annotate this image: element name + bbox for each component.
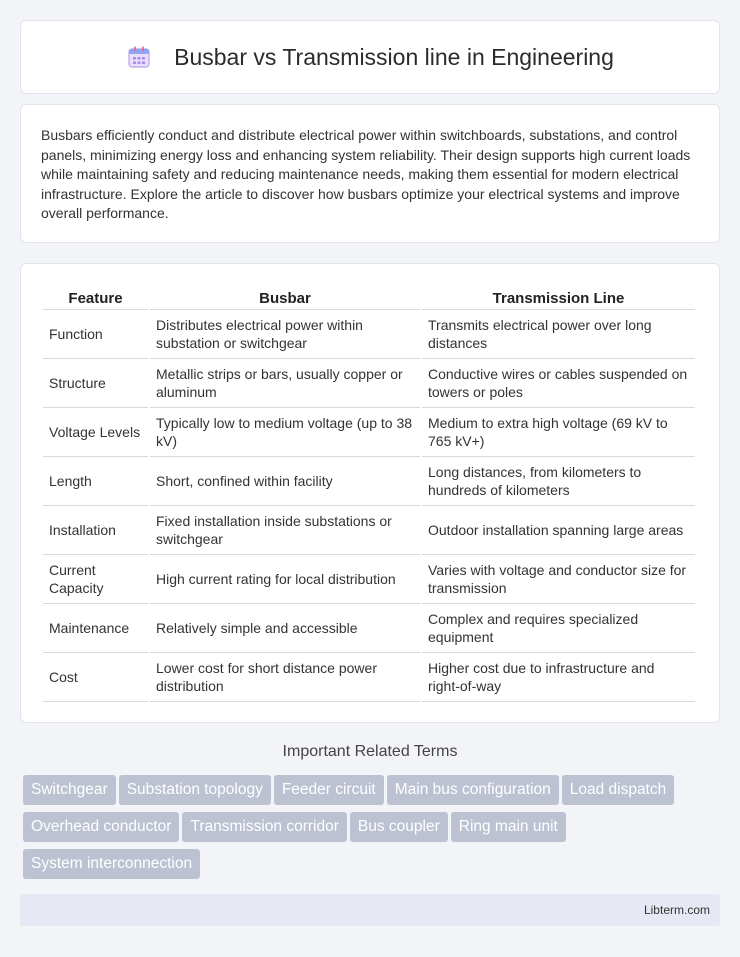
cell-transmission-line: Higher cost due to infrastructure and right-of-way (422, 653, 695, 702)
cell-transmission-line: Complex and requires specialized equipment (422, 604, 695, 653)
table-row (43, 555, 695, 604)
header-busbar: Busbar (150, 284, 420, 310)
cell-feature: Current Capacity (43, 555, 148, 604)
cell-busbar: Short, confined within facility (150, 457, 420, 506)
cell-busbar: Distributes electrical power within substation or switchgear (150, 310, 420, 359)
table-row (43, 457, 695, 506)
cell-feature: Voltage Levels (43, 408, 148, 457)
cell-busbar: Relatively simple and accessible (150, 604, 420, 653)
cell-busbar: High current rating for local distribution (150, 555, 420, 604)
page-title: Busbar vs Transmission line in Engineering (174, 43, 614, 70)
cell-feature: Length (43, 457, 148, 506)
term-tag[interactable]: Overhead conductor (23, 812, 179, 842)
cell-feature: Installation (43, 506, 148, 555)
term-tag[interactable]: Bus coupler (350, 812, 448, 842)
footer (20, 894, 720, 926)
cell-transmission-line: Transmits electrical power over long distances (422, 310, 695, 359)
header-transmission-line: Transmission Line (422, 284, 695, 310)
intro-card (20, 104, 720, 243)
table-row (43, 653, 695, 702)
term-tag[interactable]: Ring main unit (451, 812, 566, 842)
cell-transmission-line: Outdoor installation spanning large areas (422, 506, 695, 555)
table-row (43, 359, 695, 408)
term-tag[interactable]: Feeder circuit (274, 775, 384, 805)
term-tag[interactable]: Transmission corridor (182, 812, 346, 842)
table-row (43, 506, 695, 555)
table-row (43, 604, 695, 653)
cell-feature: Cost (43, 653, 148, 702)
table-header-row (43, 284, 695, 310)
cell-transmission-line: Long distances, from kilometers to hundreds of kilometers (422, 457, 695, 506)
table-row (43, 408, 695, 457)
cell-busbar: Typically low to medium voltage (up to 38 kV) (150, 408, 420, 457)
term-tag[interactable]: Switchgear (23, 775, 116, 805)
term-tag[interactable]: Load dispatch (562, 775, 675, 805)
table-row (43, 310, 695, 359)
cell-busbar: Lower cost for short distance power distribution (150, 653, 420, 702)
cell-busbar: Metallic strips or bars, usually copper or aluminum (150, 359, 420, 408)
title-card (20, 20, 720, 94)
related-terms-list (23, 775, 723, 886)
cell-feature: Structure (43, 359, 148, 408)
term-tag[interactable]: Substation topology (119, 775, 271, 805)
calendar-icon (126, 44, 152, 70)
cell-feature: Function (43, 310, 148, 359)
cell-transmission-line: Conductive wires or cables suspended on towers or poles (422, 359, 695, 408)
cell-feature: Maintenance (43, 604, 148, 653)
term-tag[interactable]: Main bus configuration (387, 775, 559, 805)
header-feature: Feature (43, 284, 148, 310)
cell-transmission-line: Varies with voltage and conductor size for transmission (422, 555, 695, 604)
footer-site-link[interactable]: Libterm.com (643, 903, 710, 917)
cell-busbar: Fixed installation inside substations or switchgear (150, 506, 420, 555)
related-terms-heading: Important Related Terms (282, 743, 458, 760)
intro-text: Busbars efficiently conduct and distribute electrical power within switchboards, substations, and control panels, minimizing energy loss and enhancing system reliability. Their design supports high current loads while maintaining safety and reducing maintenance needs, making them essential for modern electrical infrastructure. Explore the article to discover how busbars optimize your electrical systems and improve overall performance. (41, 127, 691, 222)
comparison-table (41, 284, 697, 702)
term-tag[interactable]: System interconnection (23, 849, 200, 879)
comparison-table-card (20, 263, 720, 723)
cell-transmission-line: Medium to extra high voltage (69 kV to 765 kV+) (422, 408, 695, 457)
